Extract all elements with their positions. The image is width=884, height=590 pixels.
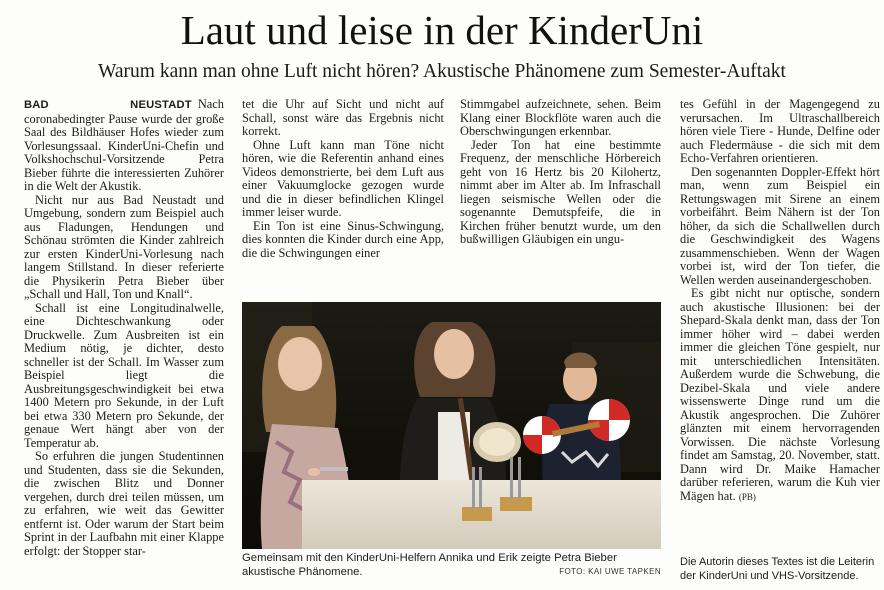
headline: Laut und leise in der KinderUni: [180, 7, 704, 53]
article-photo: [242, 302, 661, 549]
photo-illustration: [242, 302, 661, 549]
signoff: (PB): [738, 491, 756, 502]
paragraph: Stimmgabel aufzeichnete, sehen. Beim Klang einer Blockflöte waren auch die Oberschwingungen erkennbar.: [460, 97, 661, 138]
paragraph: Ohne Luft kann man Töne nicht hören, wie die Referentin anhand eines Videos demonstrierte, bei dem Luft aus einer Vakuumglocke gezogen wurde und die in dieser befindlichen Klingel immer leiser wurde.: [242, 137, 444, 219]
paragraph: So erfuhren die jungen Studentinnen und Studenten, dass sie die Sekunden, die zwischen Blitz und Donner vergehen, durch drei teilen müssen, um zu erfahren, wie weit das Gewitter entfernt ist. Oder warum der Start beim Sprint in der Laufbahn mit einer Klappe erfolgt: der Stopper star-: [24, 449, 224, 558]
paragraph: tet die Uhr auf Sicht und nicht auf Schall, sonst wäre das Ergebnis nicht korrekt.: [242, 97, 444, 138]
paragraph: Schall ist eine Longitudinalwelle, eine Dichteschwankung oder Druckwelle. Zum Ausbreiten ist ein Medium nötig, je dichter, desto schneller ist der Schall. Im Wasser zum Beispiel liegt die Ausbreitungsgeschwindigkeit bei etwa 1400 Metern pro Sekunde, in der Luft bei etwa 330 Metern pro Sekunde, der genaue Wert hängt aber von der Temperatur ab.: [24, 300, 224, 450]
author-note: Die Autorin dieses Textes ist die Leiterin der KinderUni und VHS-Vorsitzende.: [680, 556, 875, 582]
paragraph: tes Gefühl in der Magengegend zu verursachen. Im Ultraschallbereich hören viele Tiere - Hunde, Delfine oder auch Fledermäuse - die sich mit dem Echo-Verfahren orientieren.: [680, 97, 880, 165]
photo-caption: Gemeinsam mit den KinderUni-Helfern Annika und Erik zeigte Petra Bieber akustische Phänomene.: [242, 552, 617, 578]
drum-object: [473, 422, 521, 462]
paragraph: [24, 98, 224, 194]
subheadline: Warum kann man ohne Luft nicht hören? Akustische Phänomene zum Semester-Auftakt: [98, 61, 786, 82]
paragraph: Nicht nur aus Bad Neustadt und Umgebung, sondern zum Beispiel auch aus Fladungen, Hendungen und Schönau strömten die Kinder zahlreich zur ersten KinderUni-Vorlesung nach langem Stillstand. In dieser referierte die Physikerin Petra Bieber über „Schall und Hall, Ton und Knall“.: [24, 192, 224, 301]
paragraph: Den sogenannten Doppler-Effekt hört man, wenn zum Beispiel ein Rettungswagen mit Sirene an einem vorbeifährt. Beim Nähern ist der Ton höher, da sich die Schallwellen durch die Geschwindigkeit des Wagens zusammenschieben. Wenn der Wagen vorbei ist, wird der Ton tiefer, die Wellen werden auseinandergeschoben.: [680, 164, 880, 287]
paragraph: Jeder Ton hat eine bestimmte Frequenz, der menschliche Hörbereich geht von 16 Hertz bis 20 Kilohertz, nimmt aber im Alter ab. Im Infraschall liegen seismische Wellen oder die sogenannte Demutspfeife, die in Kirchen früher benutzt wurde, um den bußwilligen Gläubigen ein ungu-: [460, 137, 661, 246]
text-column-3: [460, 98, 661, 247]
paragraph: [680, 287, 880, 504]
text-column-4: [680, 98, 880, 504]
text-column-2: [242, 98, 444, 260]
paragraph: Ein Ton ist eine Sinus-Schwingung, dies konnten die Kinder durch eine App, die die Schwingungen einer: [242, 218, 444, 260]
paragraph-text: Es gibt nicht nur optische, sondern auch akustische Illusionen: bei der Shepard-Skala denkt man, dass der Ton immer höher wird – dabei werden immer die gleichen Töne gespielt, nur mit unterschiedlichen Intensitäten. Außerdem wurde die Schwebung, die Dezibel-Skala und viele andere wissenswerte Dinge rund um die Akustik angesprochen. Die Zuhörer glänzten mit einem hervorragenden Vorwissen. Die nächste Vorlesung findet am Samstag, 20. November, statt. Dann wird Dr. Maike Hamacher darüber referieren, warum die Kuh vier Mägen hat.: [680, 286, 880, 503]
paragraph-text: Nach coronabedingter Pause wurde der große Saal des Bildhäuser Hofes wieder zum Vorlesungssaal. KinderUni-Chefin und Volkshochschul-Vorsitzende Petra Bieber führte die interessierten Zuhörer in die Welt der Akustik.: [24, 97, 224, 193]
dateline: BAD NEUSTADT: [24, 99, 192, 111]
text-column-1: [24, 98, 224, 558]
photo-credit: FOTO: KAI UWE TAPKEN: [559, 567, 661, 576]
